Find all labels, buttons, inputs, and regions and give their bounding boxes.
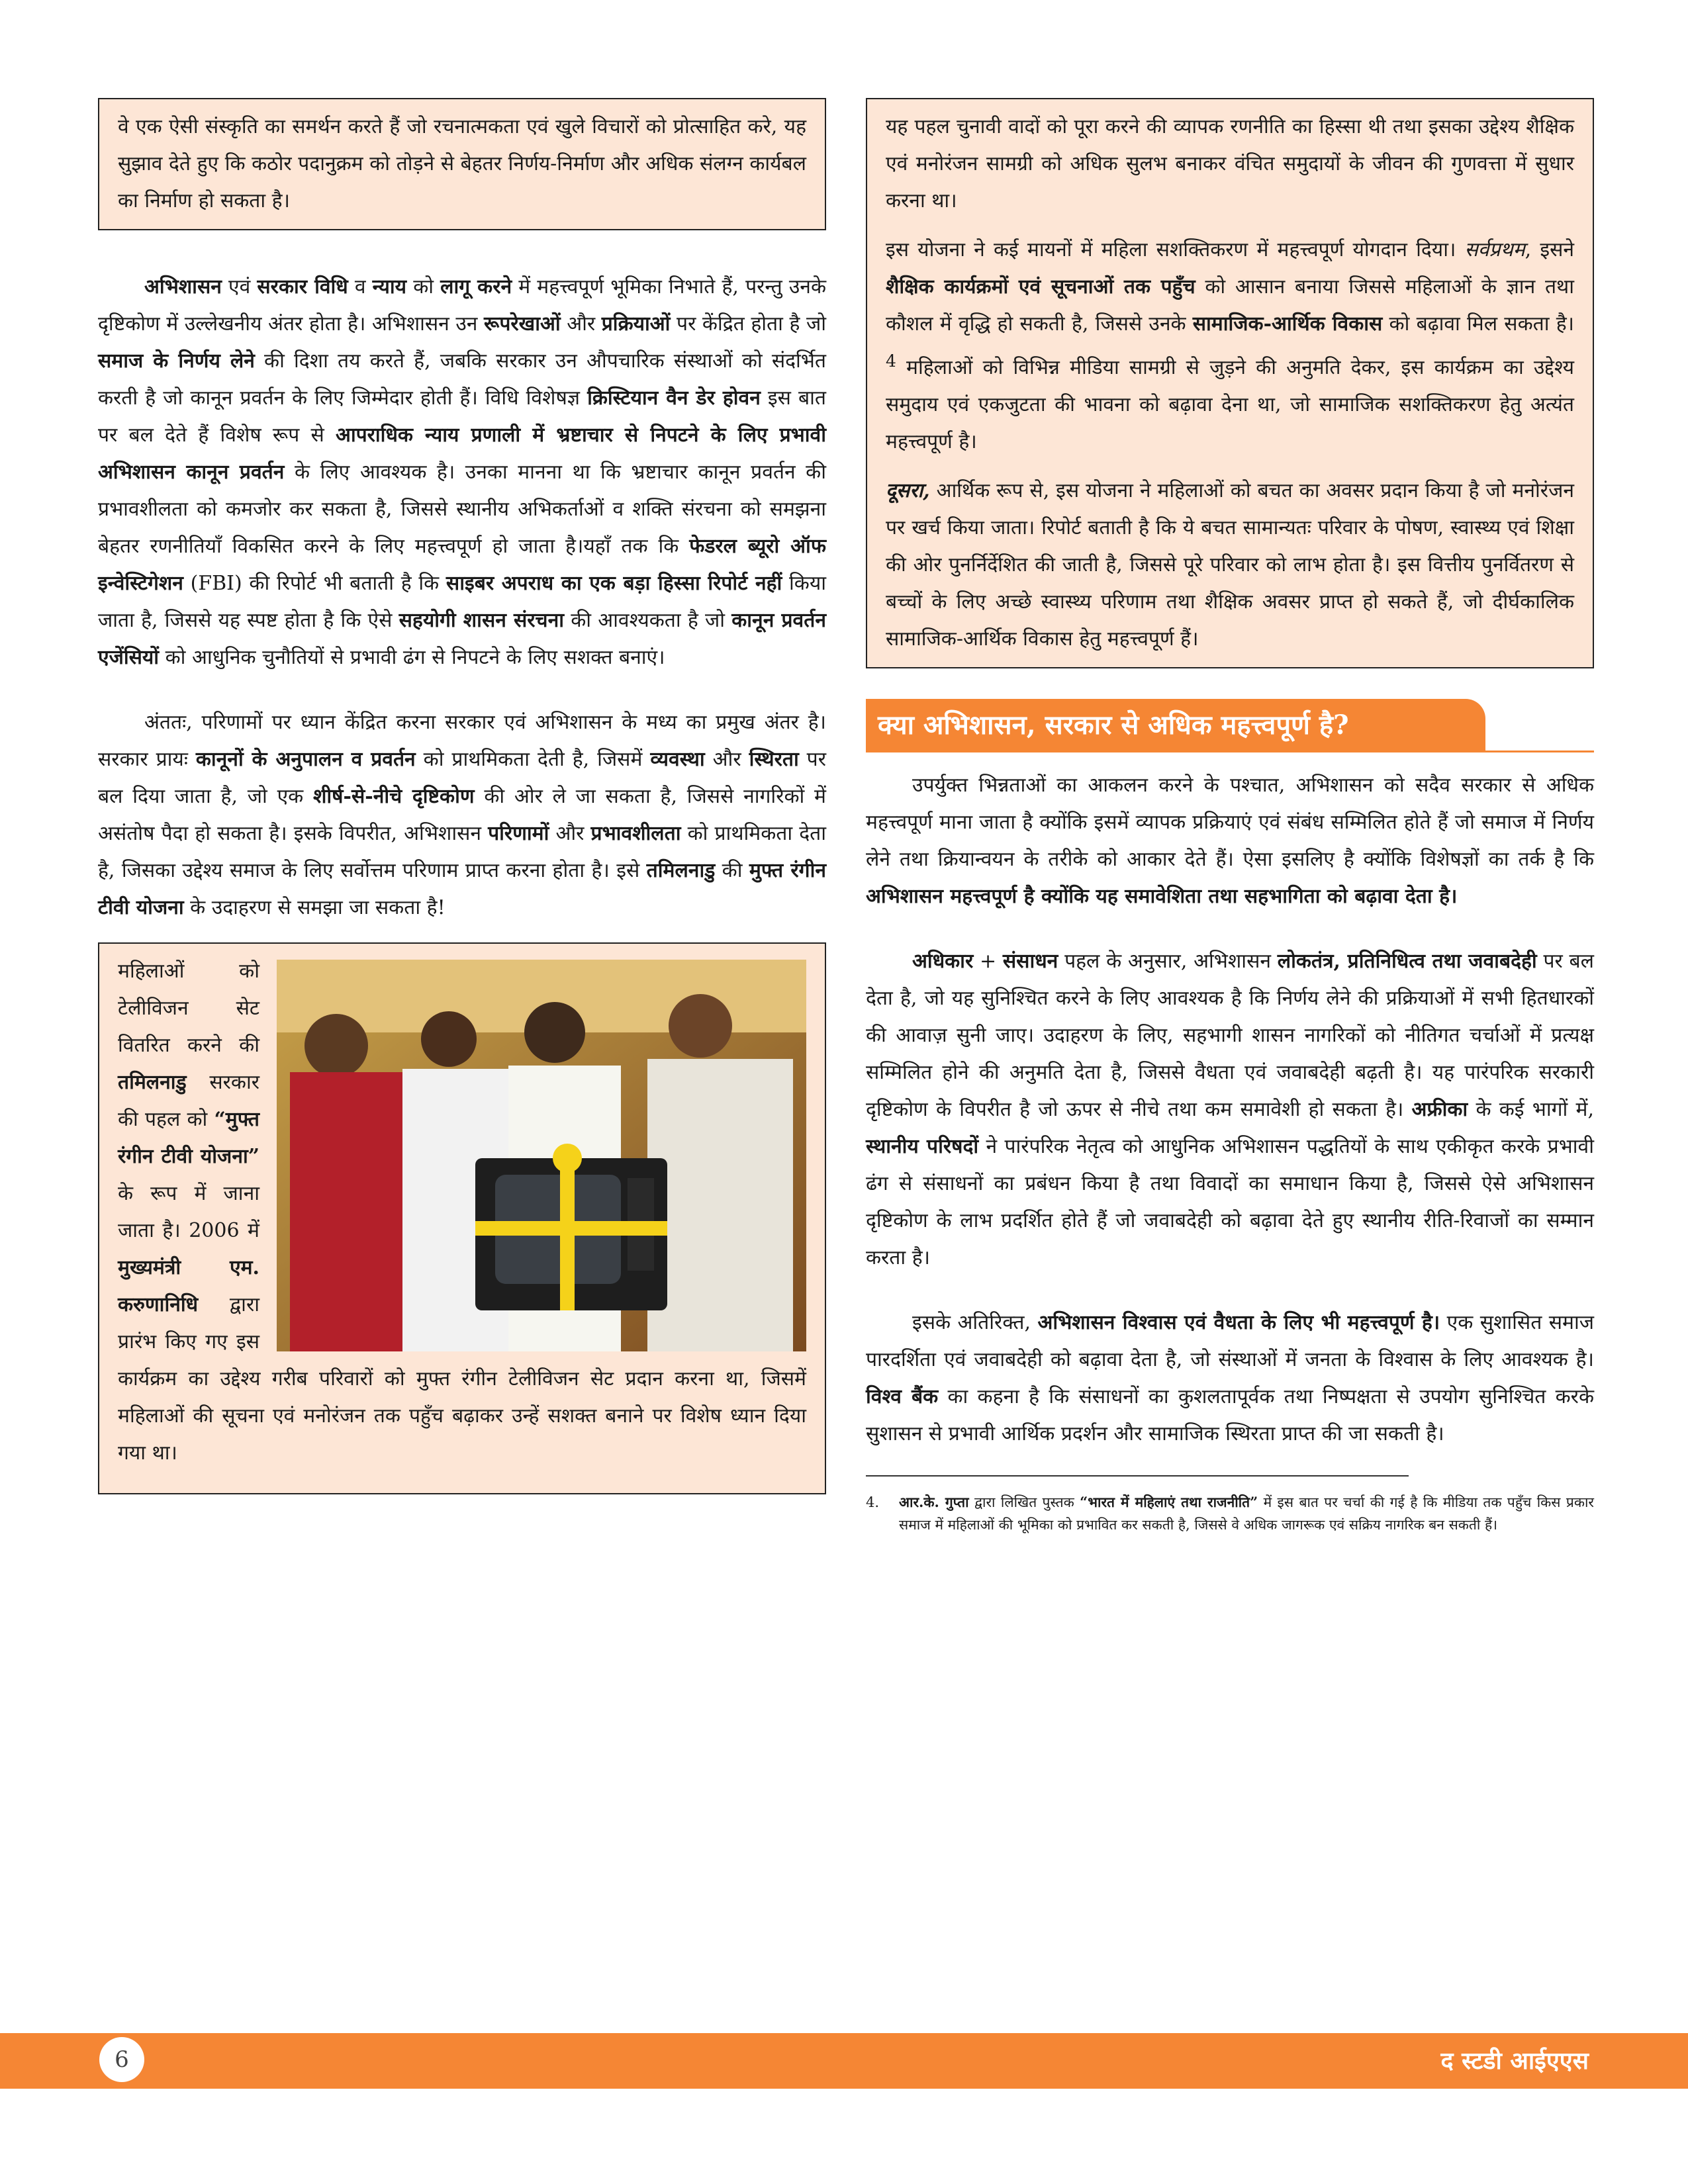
text-segment: एक सुशासित समाज पारदर्शिता एवं जवाबदेही को बढ़ावा देता है, जो संस्थाओं में जनता के विश्वास के लिए आवश्यक है।: [866, 1311, 1595, 1371]
text-segment: एवं: [221, 275, 258, 298]
text-segment: पहल के अनुसार, अभिशासन: [1058, 950, 1278, 973]
text-segment: किया जाता है, जिससे यह स्पष्ट होता है कि ऐसे: [98, 572, 826, 632]
paragraph-outcomes: [98, 704, 826, 927]
text-segment: उपर्युक्त भिन्नताओं का आकलन करने के पश्चात, अभिशासन को सदैव सरकार से अधिक महत्त्वपूर्ण माना जाता है क्योंकि इसमें व्यापक प्रक्रियाएं एवं संबंध सम्मिलित होते हैं जो समाज में निर्णय लेने तथा क्रियान्वयन के तरीके को आकार देते हैं। ऐसा इसलिए है क्योंकि विशेषज्ञों का तर्क है कि: [866, 774, 1594, 871]
paragraph-governance-law: [98, 269, 826, 676]
text-segment: समाज के निर्णय लेने: [98, 349, 255, 373]
text-segment: यह पहल चुनावी वादों को पूरा करने की व्यापक रणनीति का हिस्सा थी तथा इसका उद्देश्य शैक्षिक एवं मनोरंजन सामग्री को अधिक सुलभ बनाकर वंचित समुदायों के जीवन की गुणवत्ता में सुधार करना था।: [886, 115, 1574, 212]
text-segment: संसाधन: [1002, 950, 1058, 973]
text-segment: क्रिस्टियान वैन डेर होवन: [587, 387, 761, 410]
text-segment: प्रभावशीलता: [590, 822, 681, 845]
initiative-box: [866, 98, 1594, 668]
text-segment: महिलाओं को विभिन्न मीडिया सामग्री से जुड़ने की अनुमति देकर, इस कार्यक्रम का उद्देश्य समुदाय एवं एकजुटता की भावना को बढ़ावा देना था, जो सामाजिक सशक्तिकरण हेतु अत्यंत महत्त्वपूर्ण है।: [886, 356, 1574, 453]
text-segment: सहयोगी शासन संरचना: [399, 609, 565, 632]
footnote: [866, 1491, 1594, 1536]
text-segment: महिलाओं को टेलीविजन सेट वितरित करने की: [118, 960, 259, 1057]
text-segment: अभिशासन विश्वास एवं वैधता के लिए भी महत्त्वपूर्ण है।: [1037, 1311, 1440, 1334]
text-segment: लागू करने: [440, 275, 512, 298]
text-segment: विश्व बैंक: [866, 1385, 939, 1408]
text-segment: द्वारा प्रारंभ किए गए इस कार्यक्रम का उद्देश्य गरीब परिवारों को मुफ्त रंगीन टेलीविजन सेट प्रदान करना था, जिसमें महिलाओं की सूचना एवं मनोरंजन तक पहुँच बढ़ाकर उन्हें सशक्त बनाने पर विशेष ध्यान दिया गया था।: [118, 1293, 806, 1465]
text-segment: व: [348, 275, 373, 298]
text-segment: आपराधिक न्याय प्रणाली में भ्रष्टाचार से निपटने के लिए प्रभावी अभिशासन कानून प्रवर्तन: [98, 424, 826, 484]
text-segment: मुफ्त रंगीन टीवी योजना: [98, 859, 826, 919]
text-segment: , इसने: [1524, 238, 1574, 261]
text-segment: इस योजना ने कई मायनों में महिला सशक्तिकरण में महत्त्वपूर्ण योगदान दिया।: [886, 238, 1465, 261]
initiative-box-p3: [886, 473, 1574, 658]
text-segment: तमिलनाडु: [118, 1071, 187, 1094]
text-segment: वे एक ऐसी संस्कृति का समर्थन करते हैं जो रचनात्मकता एवं खुले विचारों को प्रोत्साहित करे, यह सुझाव देते हुए कि कठोर पदानुक्रम को तोड़ने से बेहतर निर्णय-निर्माण और अधिक संलग्न कार्यबल का निर्माण हो सकता है।: [118, 115, 806, 212]
text-segment: परिणामों: [488, 822, 549, 845]
text-segment: व्यवस्था: [650, 748, 705, 771]
text-segment: की आवश्यकता है जो: [564, 609, 732, 632]
text-segment: ने पारंपरिक नेतृत्व को आधुनिक अभिशासन पद्धतियों के साथ एकीकृत करके प्रभावी ढंग से संसाधनों का प्रबंधन किया है तथा विवादों का समाधान किया है, जिससे ऐसे अभिशासन दृष्टिकोण के लाभ प्रदर्शित होते हैं जो जवाबदेही को बढ़ावा देते हुए स्थानीय रीति-रिवाजों का सम्मान करता है।: [866, 1135, 1594, 1269]
text-segment: सर्वप्रथम: [1464, 238, 1525, 261]
text-segment: स्थिरता: [749, 748, 799, 771]
initiative-box-p2: [886, 232, 1574, 461]
footnote-rule: [866, 1475, 1409, 1477]
footnote-text: [899, 1491, 1594, 1536]
text-segment: इस बात पर बल देते हैं विशेष रूप से: [98, 387, 827, 447]
tv-scheme-box: [98, 942, 826, 1494]
text-segment: कानून प्रवर्तन एजेंसियों: [98, 609, 826, 669]
text-segment: के रूप में जाना जाता है। 2006 में: [118, 1182, 259, 1242]
text-segment: स्थानीय परिषदों: [866, 1135, 979, 1158]
text-segment: के उदाहरण से समझा जा सकता है!: [183, 896, 445, 919]
text-segment: में महत्त्वपूर्ण भूमिका निभाते हैं, परन्तु उनके दृष्टिकोण में उल्लेखनीय अंतर होता है। अभिशासन उन: [98, 275, 826, 336]
text-segment: “भारत में महिलाएं तथा राजनीति”: [1080, 1494, 1258, 1510]
text-segment: को आसान बनाया जिससे महिलाओं के ज्ञान तथा कौशल में वृद्धि हो सकती है, जिससे उनके: [886, 275, 1574, 336]
text-segment: का कहना है कि संसाधनों का कुशलतापूर्वक तथा निष्पक्षता से उपयोग सुनिश्चित करके सुशासन से प्रभावी आर्थिक प्रदर्शन और सामाजिक स्थिरता प्राप्त की जा सकती है।: [866, 1385, 1594, 1445]
text-segment: फेडरल ब्यूरो ऑफ इन्वेस्टिगेशन: [98, 535, 826, 595]
left-column: [98, 98, 826, 1494]
text-segment: इसके अतिरिक्त,: [912, 1311, 1038, 1334]
text-segment: सरकार की पहल को: [118, 1071, 259, 1131]
text-segment: +: [973, 950, 1003, 973]
text-segment: अभिशासन: [144, 275, 222, 298]
page-footer: [0, 2033, 1688, 2089]
text-segment: के कई भागों में,: [1468, 1098, 1595, 1121]
text-segment: और: [549, 822, 591, 845]
text-segment: अफ्रीका: [1411, 1098, 1468, 1121]
text-segment: आर.के. गुप्ता: [899, 1494, 969, 1510]
text-segment: रूपरेखाओं: [484, 312, 561, 336]
text-segment: सरकार विधि: [257, 275, 348, 298]
footnote-number: 4.: [866, 1494, 880, 1510]
text-segment: न्याय: [372, 275, 407, 298]
paragraph-trust-legitimacy: [866, 1304, 1594, 1453]
text-segment: के लिए आवश्यक है। उनका मानना था कि भ्रष्टाचार कानून प्रवर्तन की प्रभावशीलता को कमजोर कर सकता है, जिससे स्थानीय अभिकर्ताओं व शक्ति संरचना को समझना बेहतर रणनीतियाँ विकसित करने के लिए महत्त्वपूर्ण हो जाता है।यहाँ तक कि: [98, 461, 826, 558]
photo-tv-handover-icon: [277, 960, 806, 1351]
text-segment: को: [406, 275, 441, 298]
text-segment: अधिकार: [912, 950, 974, 973]
paragraph-importance: [866, 767, 1594, 915]
text-segment: और: [704, 748, 749, 771]
text-segment: को प्राथमिकता देता है, जिसका उद्देश्य समाज के लिए सर्वोत्तम परिणाम प्राप्त करना होता है। इसे: [98, 822, 826, 882]
text-segment: पर केंद्रित होता है जो: [670, 312, 826, 336]
text-segment: पर बल दिया जाता है, जो एक: [98, 748, 826, 808]
intro-box: [98, 98, 826, 230]
text-segment: की दिशा तय करते हैं, जबकि सरकार उन औपचारिक संस्थाओं को संदर्भित करती है जो कानून प्रवर्तन के लिए जिम्मेदार होती हैं। विधि विशेषज्ञ: [98, 349, 826, 410]
text-segment: लोकतंत्र, प्रतिनिधित्व तथा जवाबदेही: [1277, 950, 1537, 973]
text-segment: द्वारा लिखित पुस्तक: [968, 1494, 1080, 1510]
text-segment: की: [715, 859, 749, 882]
text-segment: तमिलनाडु: [646, 859, 716, 882]
paragraph-rights-resources: [866, 943, 1594, 1277]
text-segment: सामाजिक-आर्थिक विकास: [1192, 312, 1383, 336]
text-segment: 4: [886, 351, 896, 371]
text-segment: “मुफ्त रंगीन टीवी योजना”: [118, 1108, 259, 1168]
initiative-box-p1: [886, 109, 1574, 220]
right-column: [866, 98, 1594, 1536]
intro-box-text: [118, 109, 806, 220]
text-segment: को बढ़ावा मिल सकता है।: [1382, 312, 1575, 336]
text-segment: अंततः, परिणामों पर ध्यान केंद्रित करना सरकार एवं अभिशासन के मध्य का प्रमुख अंतर है। सरकार प्रायः: [98, 711, 826, 771]
text-segment: को प्राथमिकता देती है, जिसमें: [415, 748, 651, 771]
footer-brand: द स्टडी आईएएस: [1440, 2047, 1589, 2075]
text-segment: में इस बात पर चर्चा की गई है कि मीडिया तक पहुँच किस प्रकार समाज में महिलाओं की भूमिका को प्रभावित कर सकती है, जिससे वे अधिक जागरूक एवं सक्रिय नागरिक बन सकती हैं।: [899, 1494, 1595, 1533]
text-segment: की ओर ले जा सकता है, जिससे नागरिकों में असंतोष पैदा हो सकता है। इसके विपरीत, अभिशासन: [98, 785, 826, 845]
text-segment: (FBI) की रिपोर्ट भी बताती है कि: [183, 572, 446, 595]
text-segment: प्रक्रियाओं: [601, 312, 671, 336]
section-heading: क्या अभिशासन, सरकार से अधिक महत्त्वपूर्ण है?: [866, 699, 1485, 752]
text-segment: कानूनों के अनुपालन व प्रवर्तन: [195, 748, 416, 771]
text-segment: मुख्यमंत्री एम. करुणानिधि: [118, 1256, 259, 1316]
text-segment: दूसरा,: [886, 479, 930, 502]
text-segment: साइबर अपराध का एक बड़ा हिस्सा रिपोर्ट नहीं: [445, 572, 782, 595]
text-segment: आर्थिक रूप से, इस योजना ने महिलाओं को बचत का अवसर प्रदान किया है जो मनोरंजन पर खर्च किया जाता। रिपोर्ट बताती है कि ये बचत सामान्यतः परिवार के पोषण, स्वास्थ्य एवं शिक्षा की ओर पुनर्निर्देशित की जाती है, जिससे पूरे परिवार को लाभ होता है। इस वित्तीय पुनर्वितरण से बच्चों के लिए अच्छे स्वास्थ्य परिणाम तथा शैक्षिक अवसर प्राप्त हो सकते हैं, जो दीर्घकालिक सामाजिक-आर्थिक विकास हेतु महत्त्वपूर्ण हैं।: [886, 479, 1574, 651]
page-number: 6: [99, 2037, 144, 2082]
text-segment: पर बल देता है, जो यह सुनिश्चित करने के लिए आवश्यक है कि निर्णय लेने की प्रक्रियाओं में सभी हितधारकों की आवाज़ सुनी जाए। उदाहरण के लिए, सहभागी शासन नागरिकों को नीतिगत चर्चाओं में प्रत्यक्ष सम्मिलित होने की अनुमति देता है, जिससे वैधता एवं जवाबदेही बढ़ती है। यह पारंपरिक सरकारी दृष्टिकोण के विपरीत है जो ऊपर से नीचे तथा कम समावेशी हो सकता है।: [866, 950, 1595, 1121]
text-segment: अभिशासन महत्त्वपूर्ण है क्योंकि यह समावेशिता तथा सहभागिता को बढ़ावा देता है।: [866, 885, 1458, 908]
section-heading-rule: [866, 751, 1594, 752]
text-segment: शैक्षिक कार्यक्रमों एवं सूचनाओं तक पहुँच: [886, 275, 1196, 298]
text-segment: शीर्ष-से-नीचे दृष्टिकोण: [313, 785, 475, 808]
text-segment: को आधुनिक चुनौतियों से प्रभावी ढंग से निपटने के लिए सशक्त बनाएं।: [159, 646, 665, 669]
text-segment: और: [560, 312, 602, 336]
